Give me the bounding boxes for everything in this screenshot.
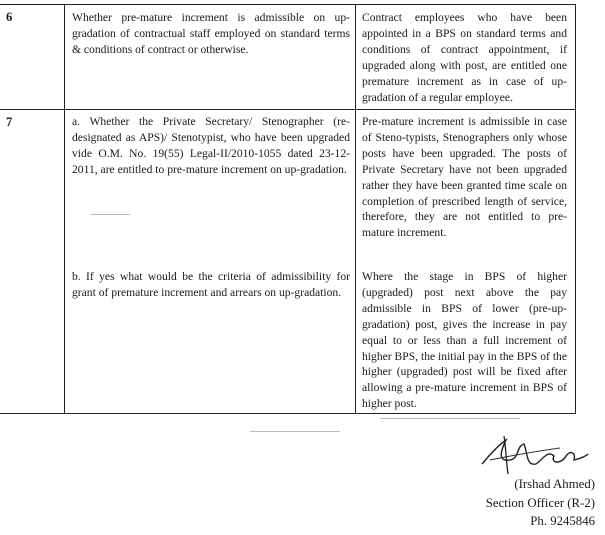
- signatory-name: (Irshad Ahmed): [514, 477, 595, 491]
- answer-cell: Contract employees who have been appointed in a BPS on standard terms and conditions of contract appointment, if upgraded along with post, are entitled one premature increment as in case of up-gradation of a regular employee.: [362, 11, 567, 104]
- clarification-table: [0, 4, 576, 414]
- signatory-designation: Section Officer (R-2): [485, 496, 595, 510]
- row-divider: [0, 109, 575, 110]
- signature-block: [430, 426, 605, 535]
- question-cell: a. Whether the Private Secretary/ Stenographer (re-designated as APS)/ Stenotypist, who have been upgraded vide O.M. No. 19(55) Legal-II/2010-1055 dated 23-12-2011, are entitled to pre-mature increment on up-gradation.: [72, 115, 350, 176]
- row-number: 7: [6, 115, 13, 129]
- question-cell: b. If yes what would be the criteria of admissibility for grant of premature increment and arrears on up-gradation.: [72, 270, 350, 299]
- question-cell: Whether pre-mature increment is admissible on up-gradation of contractual staff employed on standard terms & conditions of contract or otherwise.: [72, 11, 350, 56]
- scan-mark: [380, 418, 520, 419]
- handwritten-signature: [470, 430, 590, 480]
- signatory-phone: Ph. 9245846: [530, 514, 595, 528]
- answer-cell: Where the stage in BPS of higher (upgraded) post next above the pay admissible in BPS of lower (pre-up-gradation) post, gives the increase in pay equal to or less than a full increment of higher BPS, the initial pay in the BPS of the higher (upgraded) post will be fixed after allowing a pre-mature increment in BPS of higher post.: [362, 270, 567, 411]
- column-divider-2: [355, 5, 356, 413]
- column-divider-1: [64, 5, 65, 413]
- answer-cell: Pre-mature increment is admissible in case of Steno-typists, Stenographers only whose posts have been upgraded. The posts of Private Secretary have not been upgraded rather they have been granted time scale on completion of prescribed length of service, therefore, they are not entitled to pre-mature increment.: [362, 115, 567, 240]
- scan-mark: [90, 214, 130, 215]
- row-number: 6: [6, 10, 13, 24]
- scan-mark: [250, 431, 340, 432]
